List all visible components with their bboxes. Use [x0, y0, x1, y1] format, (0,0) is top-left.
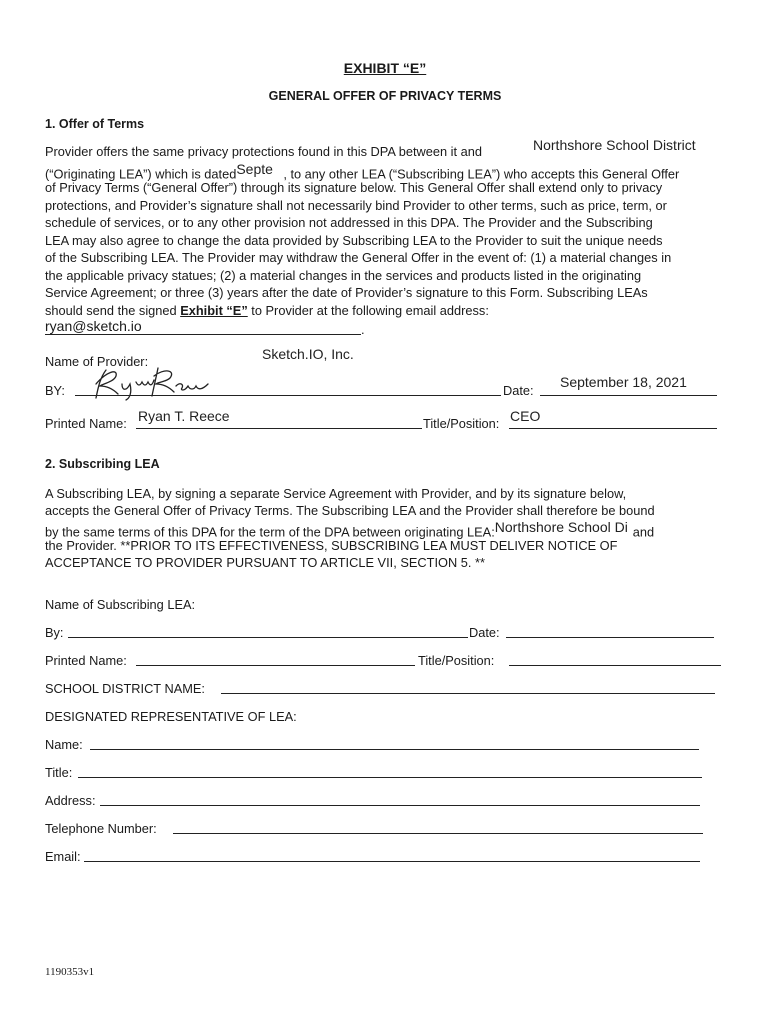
section2-line5: ACCEPTANCE TO PROVIDER PURSUANT TO ARTICLE VII, SECTION 5. ** — [45, 555, 485, 570]
document-id-footer: 1190353v1 — [45, 966, 95, 978]
section1-line5: schedule of services, or to any other provision not addressed in this DPA. The Provider and the Subscribing — [45, 215, 653, 230]
section1-line7: of the Subscribing LEA. The Provider may withdraw the General Offer in the event of: (1) a material changes in — [45, 250, 672, 265]
section1-line1: Provider offers the same privacy protections found in this DPA between it and — [45, 144, 482, 159]
provider-email-field[interactable]: ryan@sketch.io — [45, 318, 142, 334]
section1-heading: 1. Offer of Terms — [45, 117, 145, 131]
section1-line10b: to Provider at the following email address: — [251, 303, 489, 318]
subscribing-date-label: Date: — [469, 625, 500, 640]
section1-line3: of Privacy Terms (“General Offer”) through its signature below. This General Offer shall extend only to privacy — [45, 180, 663, 195]
section2-line3a: by the same terms of this DPA for the term of the DPA between originating LEA: — [45, 524, 495, 540]
provider-printed-name-label: Printed Name: — [45, 416, 127, 431]
rep-email-line[interactable] — [84, 849, 700, 862]
section2-heading: 2. Subscribing LEA — [45, 457, 160, 471]
provider-printed-name-field[interactable]: Ryan T. Reece — [138, 408, 230, 424]
section2-line3b: and — [632, 524, 655, 540]
designated-rep-label: DESIGNATED REPRESENTATIVE OF LEA: — [45, 709, 297, 724]
section1-line2a: (“Originating LEA”) which is dated — [45, 166, 237, 182]
subscribing-printed-name-label: Printed Name: — [45, 653, 127, 668]
subscribing-originating-lea-field[interactable]: Northshore School Di — [494, 519, 628, 535]
rep-email-label: Email: — [45, 849, 81, 864]
email-line — [45, 318, 142, 334]
provider-title-label: Title/Position: — [423, 416, 500, 431]
section1-line10 — [45, 302, 489, 319]
provider-date-field[interactable]: September 18, 2021 — [560, 374, 687, 390]
section2-line4: the Provider. **PRIOR TO ITS EFFECTIVENESS, SUBSCRIBING LEA MUST DELIVER NOTICE OF — [45, 538, 618, 553]
section1-line9: Service Agreement; or three (3) years after the date of Provider’s signature to this Form. Subscribing LEAs — [45, 285, 648, 300]
rep-title-label: Title: — [45, 765, 73, 780]
section1-line8: the applicable privacy statues; (2) a material changes in the services and products listed in the originating — [45, 268, 642, 283]
provider-by-label: BY: — [45, 383, 65, 398]
school-district-line[interactable] — [221, 681, 715, 694]
email-period: . — [361, 322, 365, 337]
provider-title-field[interactable]: CEO — [510, 408, 541, 424]
dated-field[interactable]: Septe — [236, 161, 273, 177]
document-subtitle: GENERAL OFFER OF PRIVACY TERMS — [268, 89, 502, 103]
section1-line10a: should send the signed — [45, 303, 177, 318]
section1-line4: protections, and Provider’s signature shall not necessarily bind Provider to other terms, such as price, term, or — [45, 198, 667, 213]
rep-name-label: Name: — [45, 737, 83, 752]
rep-name-line[interactable] — [90, 737, 699, 750]
rep-address-line[interactable] — [100, 793, 700, 806]
subscribing-lea-name-label: Name of Subscribing LEA: — [45, 597, 196, 612]
section2-line1: A Subscribing LEA, by signing a separate Service Agreement with Provider, and by its signature below, — [45, 486, 627, 501]
section1-line2b: , to any other LEA (“Subscribing LEA”) who accepts this General Offer — [283, 166, 680, 182]
exhibit-reference: Exhibit “E” — [180, 303, 248, 318]
section2-line2: accepts the General Offer of Privacy Terms. The Subscribing LEA and the Provider shall therefore be bound — [45, 503, 655, 518]
subscribing-title-line[interactable] — [509, 653, 721, 666]
subscribing-date-line[interactable] — [506, 625, 714, 638]
provider-signature-image — [92, 364, 212, 402]
provider-date-label: Date: — [503, 383, 534, 398]
provider-name-label: Name of Provider: — [45, 354, 149, 369]
rep-title-line[interactable] — [78, 765, 702, 778]
school-district-label: SCHOOL DISTRICT NAME: — [45, 681, 205, 696]
provider-name-field[interactable]: Sketch.IO, Inc. — [262, 346, 354, 362]
subscribing-by-label: By: — [45, 625, 64, 640]
subscribing-by-line[interactable] — [68, 625, 468, 638]
section1-line6: LEA may also agree to change the data provided by Subscribing LEA to the Provider to suit the unique needs — [45, 233, 663, 248]
subscribing-printed-name-line[interactable] — [136, 653, 415, 666]
rep-phone-line[interactable] — [173, 821, 703, 834]
rep-address-label: Address: — [45, 793, 96, 808]
rep-phone-label: Telephone Number: — [45, 821, 157, 836]
subscribing-title-label: Title/Position: — [418, 653, 495, 668]
exhibit-title: EXHIBIT “E” — [343, 60, 427, 76]
originating-lea-field[interactable]: Northshore School District — [533, 137, 696, 153]
